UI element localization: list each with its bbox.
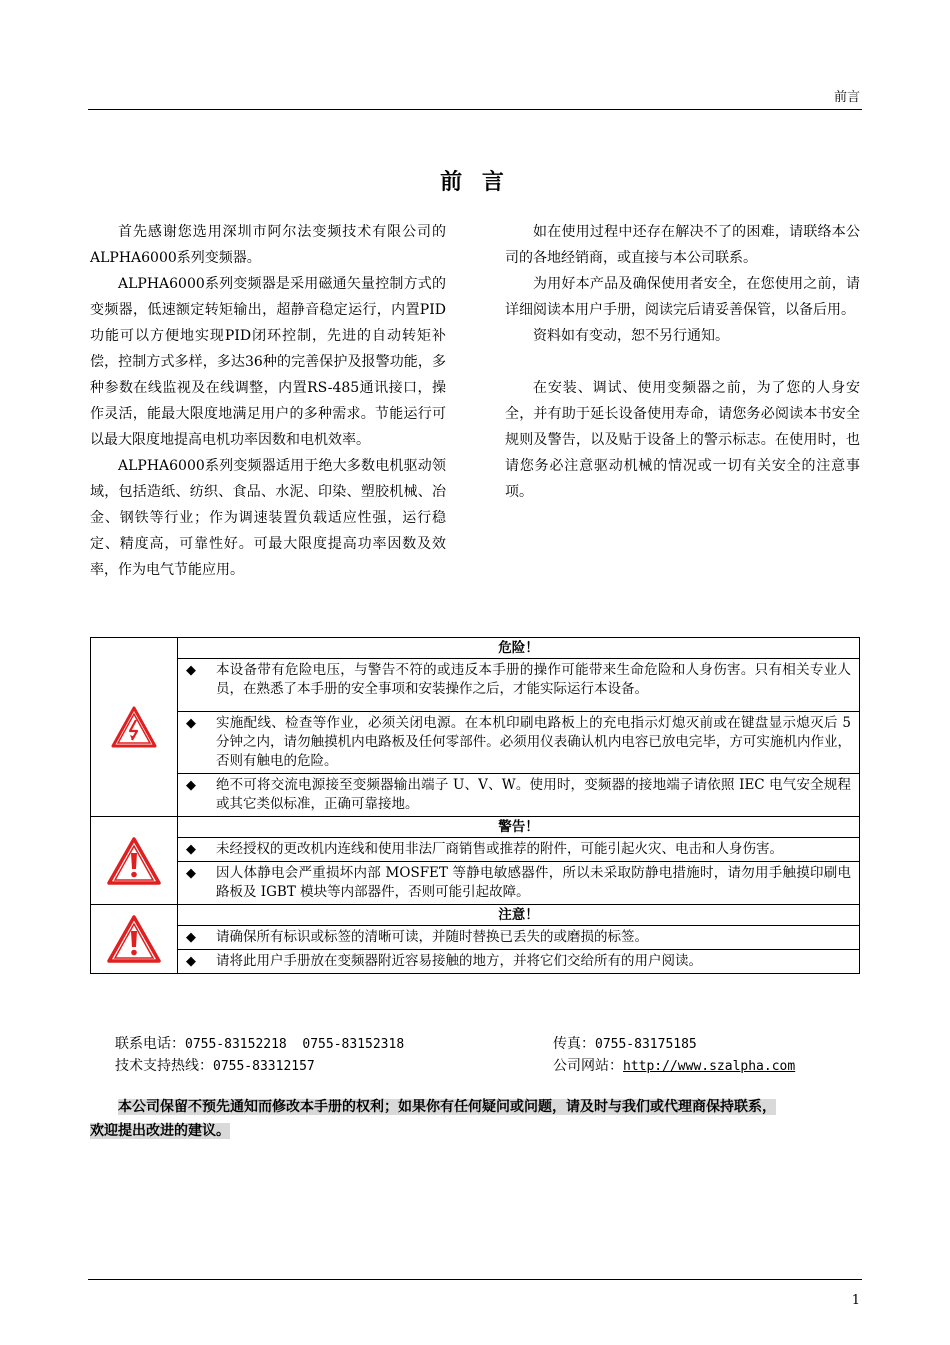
caution-item-1: ◆ 请确保所有标识或标签的清晰可读，并随时替换已丢失的或磨损的标签。	[178, 926, 860, 950]
right-paragraph-2: 为用好本产品及确保使用者安全，在您使用之前，请详细阅读本用户手册，阅读完后请妥善保管，以备后用。	[505, 276, 860, 318]
fax-label: 传真：	[553, 1036, 595, 1052]
bullet-icon: ◆	[186, 778, 196, 793]
running-head: 前言	[833, 90, 860, 105]
header-rule	[88, 109, 862, 110]
exclamation-warning-icon	[106, 914, 162, 964]
web-label: 公司网站：	[553, 1058, 623, 1074]
warning-title: 警告！	[178, 817, 860, 838]
right-paragraph-3: 资料如有变动，恕不另行通知。	[533, 328, 729, 344]
page-number: 1	[851, 1293, 860, 1308]
bullet-icon: ◆	[186, 842, 196, 857]
bullet-icon: ◆	[186, 866, 196, 881]
notice-line-2: 欢迎提出改进的建议。	[90, 1123, 230, 1139]
left-paragraph-2: ALPHA6000系列变频器是采用磁通矢量控制方式的变频器，低速额定转矩输出，超静音稳定运行，内置PID功能可以方便地实现PID闭环控制，先进的自动转矩补偿，控制方式多样，多达36种的完善保护及报警功能，多种参数在线监视及在线调整，内置RS-485通讯接口，操作灵活，能最大限度地满足用户的多种需求。节能运行可以最大限度地提高电机功率因数和电机效率。	[90, 276, 446, 448]
paragraph-spacer	[505, 349, 860, 375]
bullet-icon: ◆	[186, 930, 196, 945]
right-paragraph-4: 在安装、调试、使用变频器之前，为了您的人身安全，并有助于延长设备使用寿命，请您务必阅读本书安全规则及警告，以及贴于设备上的警示标志。在使用时，也请您务必注意驱动机械的情况或一切有关安全的注意事项。	[505, 380, 860, 500]
bullet-icon: ◆	[186, 716, 196, 731]
page-title: 前 言	[440, 169, 510, 195]
contact-phone	[115, 1034, 404, 1055]
danger-title: 危险！	[178, 638, 860, 659]
bullet-icon: ◆	[186, 954, 196, 969]
safety-table	[90, 637, 860, 974]
website-link[interactable]: http://www.szalpha.com	[623, 1059, 796, 1074]
warning-item-1: ◆ 未经授权的更改机内连线和使用非法厂商销售或推荐的附件，可能引起火灾、电击和人身伤害。	[178, 838, 860, 862]
caution-icon-cell	[91, 905, 178, 974]
notice-line-1: 本公司保留不预先通知而修改本手册的权利；如果你有任何疑问或问题，请及时与我们或代理商保持联系，	[118, 1099, 776, 1115]
hotline-label: 技术支持热线：	[115, 1058, 213, 1074]
danger-item-2: ◆ 实施配线、检查等作业，必须关闭电源。在本机印刷电路板上的充电指示灯熄灭前或在键盘显示熄灭后 5 分钟之内，请勿触摸机内电路板及任何零部件。必须用仪表确认机内电容已放电完毕，方可实施机内作业，否则有触电的危险。	[178, 712, 860, 774]
danger-item-1: ◆ 本设备带有危险电压，与警告不符的或违反本手册的操作可能带来生命危险和人身伤害。只有相关专业人员，在熟悉了本手册的安全事项和安装操作之后，才能实际运行本设备。	[178, 659, 860, 712]
right-paragraph-1: 如在使用过程中还存在解决不了的困难，请联络本公司的各地经销商，或直接与本公司联系。	[505, 224, 860, 266]
left-paragraph-3: ALPHA6000系列变频器适用于绝大多数电机驱动领域，包括造纸、纺织、食品、水泥、印染、塑胶机械、冶金、钢铁等行业；作为调速装置负载适应性强，运行稳定、精度高，可靠性好。可最大限度提高功率因数及效率，作为电气节能应用。	[90, 458, 446, 578]
left-paragraph-1: 首先感谢您选用深圳市阿尔法变频技术有限公司的ALPHA6000系列变频器。	[90, 224, 446, 266]
contact-fax	[553, 1034, 697, 1055]
phone-value: 0755-83152218 0755-83152318	[185, 1037, 405, 1052]
phone-label: 联系电话：	[115, 1036, 185, 1052]
hotline-value: 0755-83312157	[213, 1059, 315, 1074]
electric-shock-warning-icon	[111, 706, 157, 748]
caution-title: 注意！	[178, 905, 860, 926]
danger-icon-cell	[91, 638, 178, 817]
left-column	[90, 219, 446, 583]
caution-item-2: ◆ 请将此用户手册放在变频器附近容易接触的地方，并将它们交给所有的用户阅读。	[178, 950, 860, 974]
warning-item-2: ◆ 因人体静电会严重损坏内部 MOSFET 等静电敏感器件，所以未采取防静电措施时，请勿用手触摸印刷电路板及 IGBT 模块等内部器件，否则可能引起故障。	[178, 862, 860, 905]
contact-website	[553, 1056, 795, 1077]
rights-notice	[90, 1095, 862, 1143]
exclamation-warning-icon	[106, 836, 162, 886]
contact-hotline	[115, 1056, 315, 1077]
warning-icon-cell	[91, 817, 178, 905]
bullet-icon: ◆	[186, 663, 196, 678]
danger-item-3: ◆ 绝不可将交流电源接至变频器输出端子 U、V、W。使用时，变频器的接地端子请依照 IEC 电气安全规程或其它类似标准，正确可靠接地。	[178, 774, 860, 817]
footer-rule	[88, 1279, 862, 1280]
fax-value: 0755-83175185	[595, 1037, 697, 1052]
right-column	[505, 219, 860, 505]
